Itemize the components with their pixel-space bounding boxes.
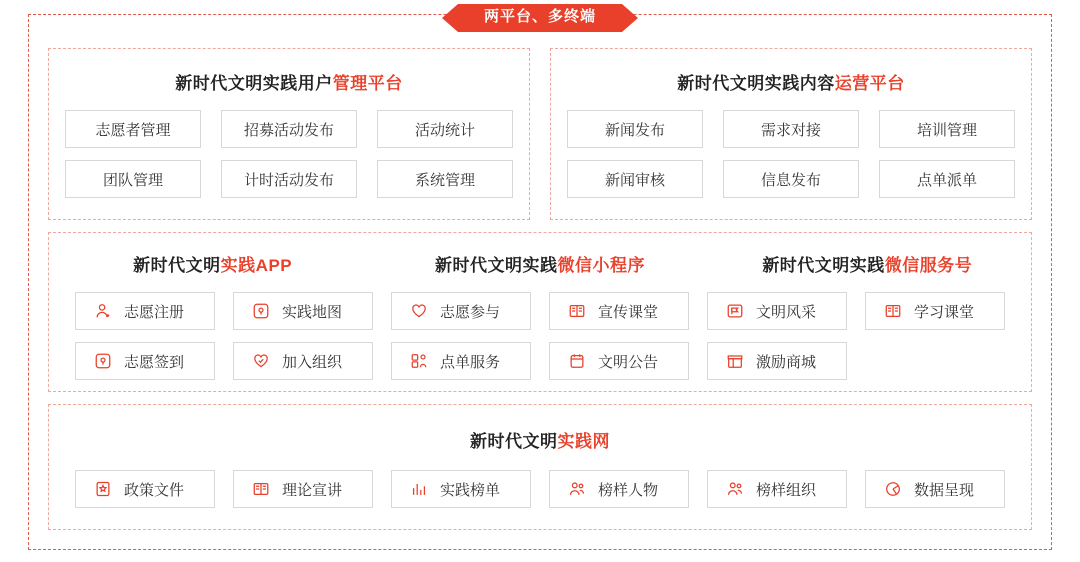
panel-mobile-title-app bbox=[49, 251, 376, 276]
book-icon bbox=[568, 302, 586, 320]
grid-people-icon bbox=[410, 352, 428, 370]
book-icon bbox=[252, 480, 270, 498]
admin-item[interactable]: 计时活动发布 bbox=[221, 160, 357, 198]
heart-check-icon bbox=[252, 352, 270, 370]
mobile-item-publicity-class[interactable] bbox=[549, 292, 689, 330]
web-item-role-model-person[interactable] bbox=[549, 470, 689, 508]
map-pin-icon bbox=[252, 302, 270, 320]
mobile-title-prefix: 新时代文明实践 bbox=[762, 256, 885, 275]
pie-chart-icon bbox=[884, 480, 902, 498]
panel-ops-title-prefix: 新时代文明实践内容 bbox=[677, 74, 835, 93]
panel-operations-platform bbox=[550, 48, 1032, 220]
mobile-item-label: 点单服务 bbox=[440, 353, 501, 371]
web-item-label: 数据呈现 bbox=[914, 481, 975, 499]
web-item-label: 理论宣讲 bbox=[282, 481, 343, 499]
people-icon bbox=[726, 480, 744, 498]
flag-icon bbox=[726, 302, 744, 320]
admin-item[interactable]: 团队管理 bbox=[65, 160, 201, 198]
mobile-item-label: 实践地图 bbox=[282, 303, 343, 321]
map-pin-icon bbox=[94, 352, 112, 370]
mobile-title-highlight: 微信服务号 bbox=[884, 256, 973, 275]
bar-chart-icon bbox=[410, 480, 428, 498]
ops-item[interactable]: 需求对接 bbox=[723, 110, 859, 148]
mobile-item-civilization-style[interactable] bbox=[707, 292, 847, 330]
banner bbox=[0, 4, 1080, 32]
people-icon bbox=[568, 480, 586, 498]
mobile-item-label: 学习课堂 bbox=[914, 303, 975, 321]
panel-web-title-prefix: 新时代文明 bbox=[470, 432, 558, 451]
web-item-data-presentation[interactable] bbox=[865, 470, 1005, 508]
mobile-item-order-service[interactable] bbox=[391, 342, 531, 380]
mobile-item-join-organization[interactable] bbox=[233, 342, 373, 380]
banner-title: 两平台、多终端 bbox=[458, 4, 622, 32]
mobile-item-label: 宣传课堂 bbox=[598, 303, 659, 321]
mobile-item-volunteer-register[interactable] bbox=[75, 292, 215, 330]
mobile-title-prefix: 新时代文明实践 bbox=[434, 256, 558, 275]
panel-mobile-title-serviceaccount bbox=[704, 251, 1031, 276]
panel-mobile-titles bbox=[49, 251, 1031, 276]
web-item-label: 榜样人物 bbox=[598, 481, 659, 499]
panel-admin-title bbox=[49, 69, 529, 94]
person-icon bbox=[94, 302, 112, 320]
ops-item[interactable]: 培训管理 bbox=[879, 110, 1015, 148]
admin-item[interactable]: 志愿者管理 bbox=[65, 110, 201, 148]
document-star-icon bbox=[94, 480, 112, 498]
admin-item[interactable]: 活动统计 bbox=[377, 110, 513, 148]
web-item-practice-ranking[interactable] bbox=[391, 470, 531, 508]
heart-icon bbox=[410, 302, 428, 320]
mobile-item-civilization-notice[interactable] bbox=[549, 342, 689, 380]
ops-item[interactable]: 新闻审核 bbox=[567, 160, 703, 198]
panel-admin-items bbox=[49, 110, 529, 198]
mobile-item-practice-map[interactable] bbox=[233, 292, 373, 330]
mobile-item-label: 激励商城 bbox=[756, 353, 817, 371]
panel-ops-title-highlight: 运营平台 bbox=[834, 74, 905, 93]
mobile-item-label: 加入组织 bbox=[282, 353, 343, 371]
mobile-item-volunteer-participate[interactable] bbox=[391, 292, 531, 330]
panel-admin-platform bbox=[48, 48, 530, 220]
panel-mobile-terminals bbox=[48, 232, 1032, 392]
panel-mobile-items bbox=[49, 292, 1031, 380]
admin-item[interactable]: 招募活动发布 bbox=[221, 110, 357, 148]
mobile-item-volunteer-checkin[interactable] bbox=[75, 342, 215, 380]
book-icon bbox=[884, 302, 902, 320]
mobile-title-highlight: 实践APP bbox=[220, 256, 293, 275]
mobile-item-study-class[interactable] bbox=[865, 292, 1005, 330]
panel-admin-title-prefix: 新时代文明实践用户 bbox=[175, 74, 333, 93]
web-item-label: 政策文件 bbox=[124, 481, 185, 499]
admin-item[interactable]: 系统管理 bbox=[377, 160, 513, 198]
web-item-role-model-organization[interactable] bbox=[707, 470, 847, 508]
panel-web-title-highlight: 实践网 bbox=[557, 432, 610, 451]
ops-item[interactable]: 点单派单 bbox=[879, 160, 1015, 198]
mobile-item-label: 文明风采 bbox=[756, 303, 817, 321]
calendar-icon bbox=[568, 352, 586, 370]
mobile-title-highlight: 微信小程序 bbox=[557, 256, 645, 275]
panel-ops-title bbox=[551, 69, 1031, 94]
web-item-label: 实践榜单 bbox=[440, 481, 501, 499]
panel-practice-website bbox=[48, 404, 1032, 530]
mobile-item-label: 志愿签到 bbox=[124, 353, 185, 371]
panel-mobile-title-miniprogram bbox=[376, 251, 703, 276]
mobile-title-prefix: 新时代文明 bbox=[133, 256, 221, 275]
ops-item[interactable]: 新闻发布 bbox=[567, 110, 703, 148]
mobile-item-label: 文明公告 bbox=[598, 353, 659, 371]
web-item-label: 榜样组织 bbox=[756, 481, 817, 499]
mobile-item-label: 志愿参与 bbox=[440, 303, 501, 321]
web-item-policy-documents[interactable] bbox=[75, 470, 215, 508]
web-item-theory-lecture[interactable] bbox=[233, 470, 373, 508]
mobile-item-incentive-mall[interactable] bbox=[707, 342, 847, 380]
panel-admin-title-highlight: 管理平台 bbox=[332, 74, 403, 93]
panel-web-title bbox=[49, 427, 1031, 452]
mobile-item-label: 志愿注册 bbox=[124, 303, 185, 321]
panel-ops-items bbox=[551, 110, 1031, 198]
panel-web-items bbox=[49, 470, 1031, 508]
ops-item[interactable]: 信息发布 bbox=[723, 160, 859, 198]
shop-icon bbox=[726, 352, 744, 370]
